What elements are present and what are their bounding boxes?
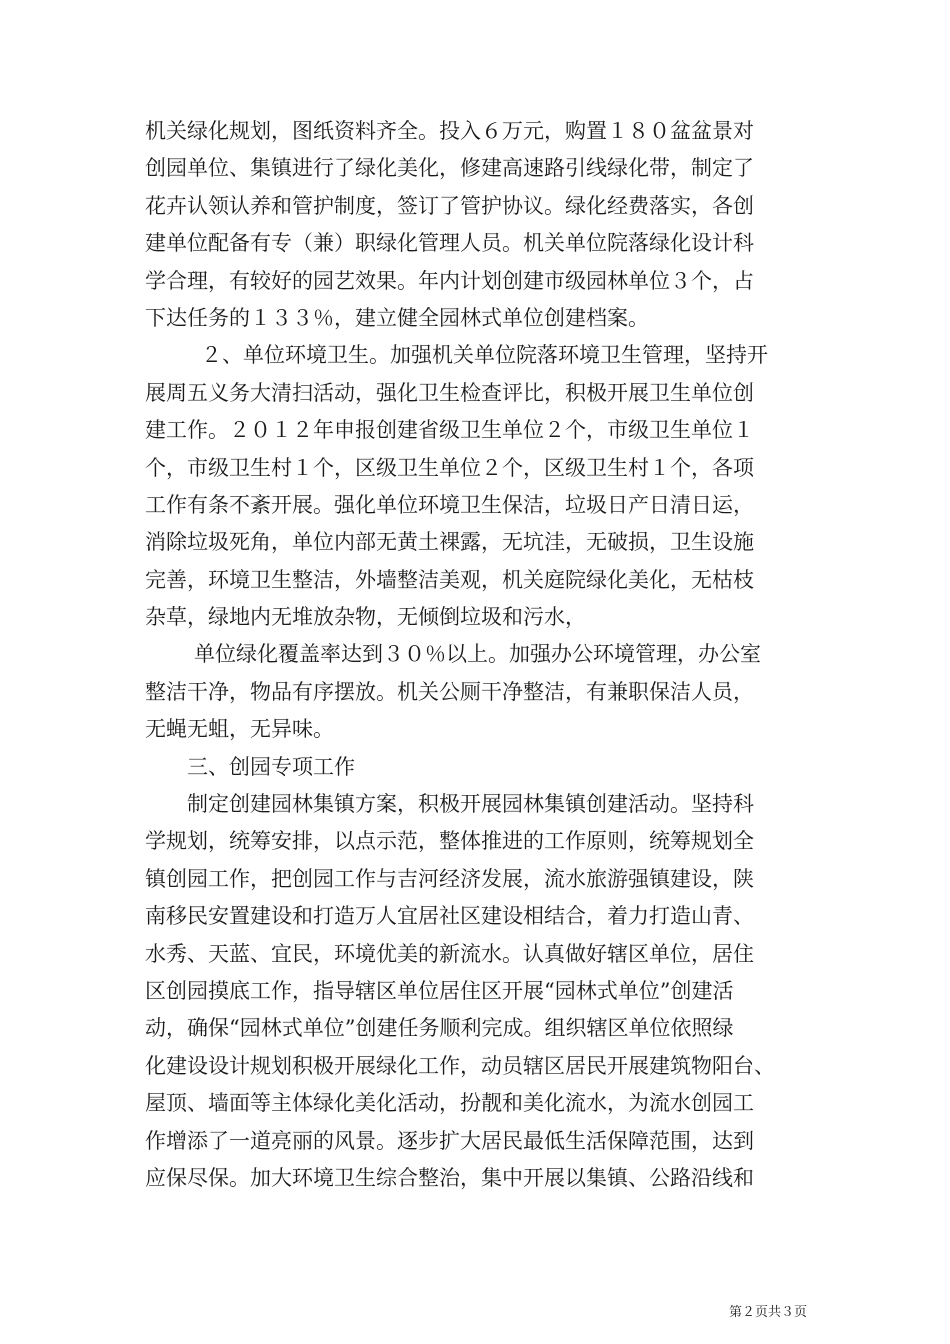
text-line: 屋顶、墙面等主体绿化美化活动，扮靓和美化流水，为流水创园工 — [145, 1091, 754, 1116]
section-heading-line: 三、创园专项工作 — [187, 754, 355, 779]
text-line: 工作有条不紊开展。强化单位环境卫生保洁，垃圾日产日清日运， — [145, 492, 754, 517]
text-line: 应保尽保。加大环境卫生综合整治，集中开展以集镇、公路沿线和 — [145, 1165, 754, 1190]
text-line: 建单位配备有专（兼）职绿化管理人员。机关单位院落绿化设计科 — [145, 231, 754, 256]
text-line: 动，确保“园林式单位”创建任务顺利完成。组织辖区单位依照绿 — [145, 1016, 734, 1041]
text-line: 建工作。２０１２年申报创建省级卫生单位２个，市级卫生单位１ — [145, 418, 754, 443]
paragraph-start-line: 单位绿化覆盖率达到３０％以上。加强办公环境管理，办公室 — [194, 642, 761, 667]
text-line: 完善，环境卫生整洁，外墙整洁美观，机关庭院绿化美化，无枯枝 — [145, 567, 754, 592]
text-line: 化建设设计规划积极开展绿化工作，动员辖区居民开展建筑物阳台、 — [145, 1053, 775, 1078]
section-heading-line: ２、单位环境卫生。加强机关单位院落环境卫生管理，坚持开 — [201, 343, 768, 368]
text-line: 机关绿化规划，图纸资料齐全。投入６万元，购置１８０盆盆景对 — [145, 119, 754, 143]
text-line: 作增添了一道亮丽的风景。逐步扩大居民最低生活保障范围，达到 — [145, 1128, 754, 1153]
text-line: 创园单位、集镇进行了绿化美化，修建高速路引线绿化带，制定了 — [145, 156, 754, 181]
text-line: 水秀、天蓝、宜民，环境优美的新流水。认真做好辖区单位，居住 — [145, 941, 754, 966]
paragraph-start-line: 制定创建园林集镇方案，积极开展园林集镇创建活动。坚持科 — [187, 792, 754, 817]
text-line: 个，市级卫生村１个，区级卫生单位２个，区级卫生村１个，各项 — [145, 455, 754, 480]
text-line: 花卉认领认养和管护制度，签订了管护协议。绿化经费落实，各创 — [145, 193, 754, 218]
text-line: 区创园摸底工作，指导辖区单位居住区开展“园林式单位”创建活 — [145, 978, 734, 1003]
text-line: 整洁干净，物品有序摆放。机关公厕干净整洁，有兼职保洁人员， — [145, 679, 754, 704]
page-number: 第２页共３页 — [728, 1305, 807, 1320]
text-line: 学规划，统筹安排，以点示范，整体推进的工作原则，统筹规划全 — [145, 829, 754, 854]
body-text — [145, 113, 810, 1197]
text-line: 南移民安置建设和打造万人宜居社区建设相结合，着力打造山青、 — [145, 904, 754, 929]
text-line: 展周五义务大清扫活动，强化卫生检查评比，积极开展卫生单位创 — [145, 380, 754, 405]
text-line: 学合理，有较好的园艺效果。年内计划创建市级园林单位３个，占 — [145, 268, 754, 293]
text-line: 无蝇无蛆，无异味。 — [145, 717, 334, 742]
text-line: 消除垃圾死角，单位内部无黄土裸露，无坑洼，无破损，卫生设施 — [145, 530, 754, 555]
text-line: 镇创园工作，把创园工作与吉河经济发展，流水旅游强镇建设，陕 — [145, 866, 754, 891]
text-line: 杂草，绿地内无堆放杂物，无倾倒垃圾和污水， — [145, 605, 586, 630]
text-line: 下达任务的１３３％，建立健全园林式单位创建档案。 — [145, 305, 649, 330]
